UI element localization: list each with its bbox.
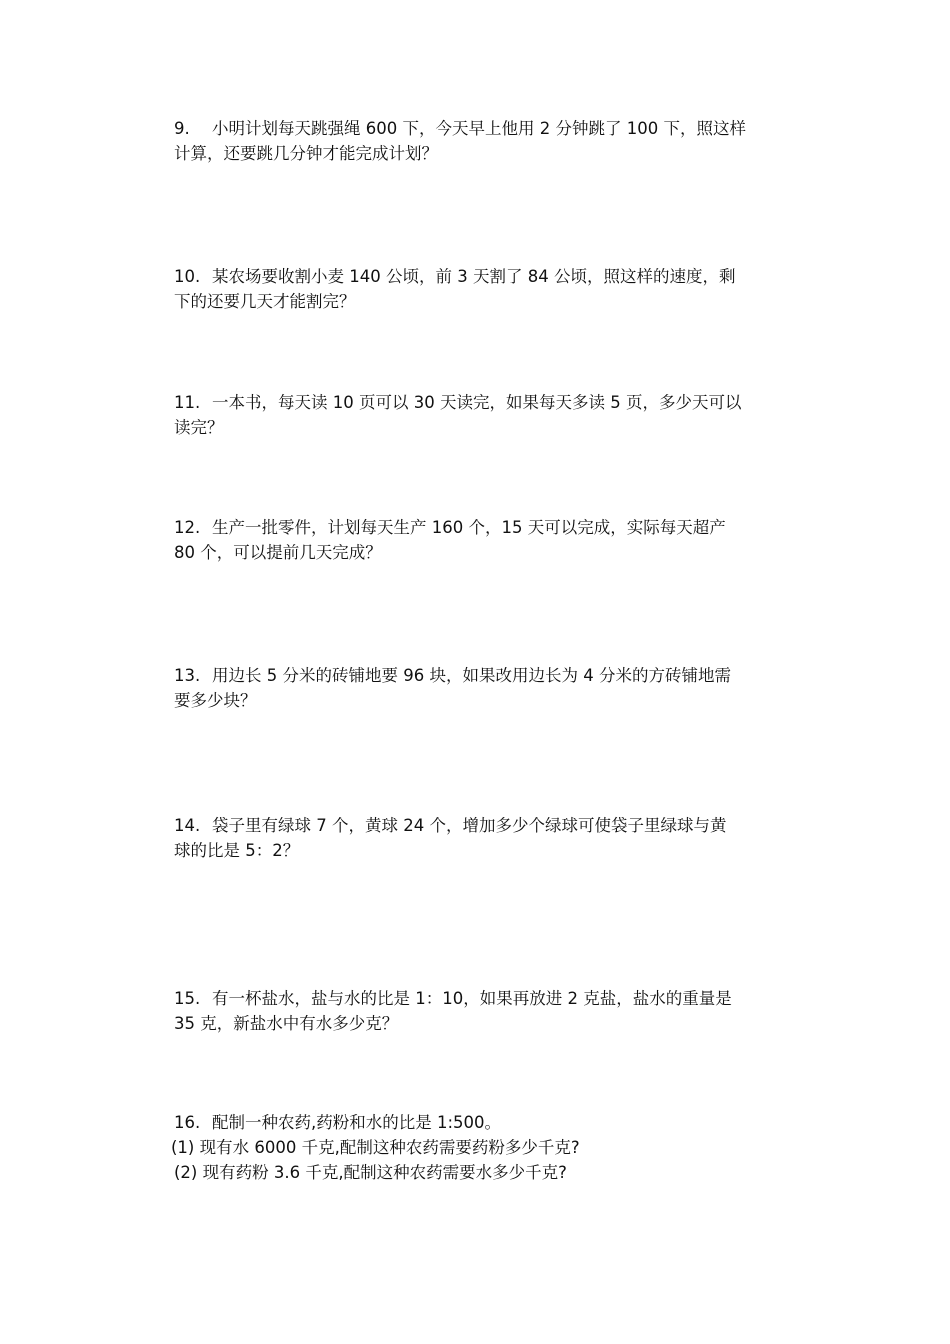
problem-14 [174,813,810,863]
problem-text: 袋子里有绿球 7 个，黄球 24 个，增加多少个绿球可使袋子里绿球与黄 [212,816,727,835]
problem-10 [174,264,810,314]
sub-question-2: (2) 现有药粉 3.6 千克,配制这种农药需要水多少千克? [174,1163,567,1182]
problem-number: 9. [174,119,190,138]
problem-text: 小明计划每天跳强绳 600 下，今天早上他用 2 分钟跳了 100 下，照这样 [212,119,746,138]
problem-11-line-1 [174,390,810,415]
problem-text: 用边长 5 分米的砖铺地要 96 块，如果改用边长为 4 分米的方砖铺地需 [212,666,731,685]
problem-number: 15. [174,989,201,1008]
problem-number: 12. [174,518,201,537]
problem-text: 一本书，每天读 10 页可以 30 天读完，如果每天多读 5 页，多少天可以 [212,393,742,412]
problem-number: 16. [174,1113,201,1132]
problem-10-line-1 [174,264,810,289]
problem-9-line-1 [174,116,810,141]
problem-9 [174,116,810,166]
sub-question-1: (1) 现有水 6000 千克,配制这种农药需要药粉多少千克? [171,1138,580,1157]
problem-11-line-2: 读完？ [174,418,224,437]
problem-15 [174,986,810,1036]
problem-14-line-1 [174,813,810,838]
problem-16 [171,1110,810,1185]
problem-11 [174,390,810,440]
problem-number: 10. [174,267,201,286]
problem-15-line-2: 35 克，新盐水中有水多少克？ [174,1014,399,1033]
problem-12 [174,515,810,565]
problem-number: 11. [174,393,201,412]
problem-13-line-1 [174,663,810,688]
problem-text: 某农场要收割小麦 140 公顷，前 3 天割了 84 公顷，照这样的速度，剩 [212,267,736,286]
problem-15-line-1 [174,986,810,1011]
problem-16-line-1 [174,1110,810,1135]
problem-14-line-2: 球的比是 5：2？ [174,841,300,860]
problem-13 [174,663,810,713]
problem-13-line-2: 要多少块？ [174,691,257,710]
problem-number: 13. [174,666,201,685]
problem-text: 生产一批零件，计划每天生产 160 个，15 天可以完成，实际每天超产 [212,518,726,537]
problem-text: 有一杯盐水，盐与水的比是 1：10，如果再放进 2 克盐，盐水的重量是 [212,989,732,1008]
problem-9-line-2: 计算，还要跳几分钟才能完成计划？ [174,144,438,163]
problem-number: 14. [174,816,201,835]
problem-10-line-2: 下的还要几天才能割完？ [174,292,356,311]
problem-12-line-1 [174,515,810,540]
problem-12-line-2: 80 个，可以提前几天完成？ [174,543,382,562]
problem-text: 配制一种农药,药粉和水的比是 1:500。 [212,1113,502,1132]
